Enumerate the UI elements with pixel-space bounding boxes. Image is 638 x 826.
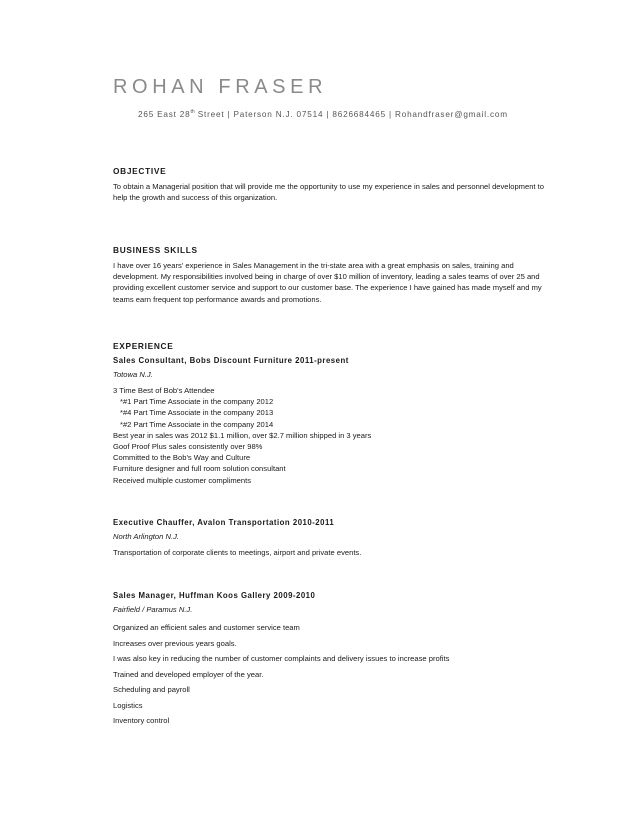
address-ordinal: th [190,109,195,115]
list-item: Logistics [113,700,143,710]
list-item: Furniture designer and full room solution consultant [113,464,286,474]
list-item: Inventory control [113,716,170,725]
list-item: Received multiple customer compliments [113,475,252,485]
list-item: Trained and developed employer of the year. [113,669,264,679]
job-location: North Arlington N.J. [113,532,179,541]
objective-text: To obtain a Managerial position that will provide me the opportunity to use my experience in sales and personnel development to help the growth and success of this organization. [113,182,544,203]
list-item: 3 Time Best of Bob's Attendee [113,386,215,395]
job-title: Sales Consultant, Bobs Discount Furniture 2011-present [113,356,349,365]
business-skills-text: I have over 16 years' experience in Sales Management in the tri-state area with a great emphasis on sales, training and development. My responsibilities involved being in charge of over $10 million of inventory, leading a sales teams of over 25 and providing excellent customer service and support to our customer base. The experience I have gained has made myself and my teams earn frequent top performance awards and promotions. [113,261,542,304]
job-location: Fairfield / Paramus N.J. [113,605,193,614]
address-start: 265 East 28 [138,110,191,119]
list-item: Best year in sales was 2012 $1.1 million, over $2.7 million shipped in 3 years [113,430,372,440]
list-item: Goof Proof Plus sales consistently over 98% [113,442,263,452]
job-achievements [113,385,553,486]
job-title: Sales Manager, Huffman Koos Gallery 2009-2010 [113,591,316,600]
list-item: Organized an efficient sales and customer service team [113,623,300,632]
job-location: Totowa N.J. [113,370,153,379]
business-skills-heading: BUSINESS SKILLS [113,245,198,255]
list-item: Committed to the Bob's Way and Culture [113,453,251,463]
list-item: *#1 Part Time Associate in the company 2012 [120,397,274,407]
job-section-avalon [113,518,553,558]
job-section-huffman-koos [113,591,553,729]
list-item: *#2 Part Time Associate in the company 2014 [120,419,274,429]
list-item: *#4 Part Time Associate in the company 2013 [120,408,274,418]
experience-heading: EXPERIENCE [113,341,174,351]
contact-line [138,109,508,119]
experience-section [113,341,553,486]
list-item: Transportation of corporate clients to meetings, airport and private events. [113,548,362,557]
business-skills-section [113,245,553,305]
job-duties [113,547,553,558]
objective-section [113,166,553,203]
list-item: Increases over previous years goals. [113,638,237,648]
job-title: Executive Chauffer, Avalon Transportation 2010-2011 [113,518,335,527]
job-duties [113,620,553,729]
list-item: Scheduling and payroll [113,685,190,694]
objective-heading: OBJECTIVE [113,166,167,176]
candidate-name: ROHAN FRASER [113,76,328,98]
address-rest: Street | Paterson N.J. 07514 | 8626684465 | Rohandfraser@gmail.com [194,110,508,119]
list-item: I was also key in reducing the number of customer complaints and delivery issues to increase profits [113,654,450,663]
